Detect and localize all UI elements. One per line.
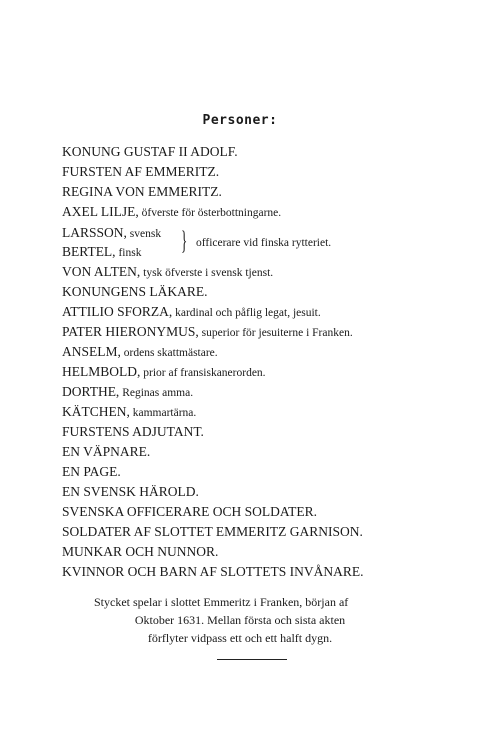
cast-name: AXEL LILJE,: [62, 204, 139, 219]
cast-description: superior för jesuiterne i Franken.: [198, 327, 353, 339]
cast-name: EN PAGE.: [62, 464, 121, 479]
cast-name: ATTILIO SFORZA,: [62, 304, 173, 319]
cast-name: FURSTENS ADJUTANT.: [62, 424, 204, 439]
cast-entry-bertel: [62, 243, 141, 262]
cast-name: LARSSON,: [62, 225, 127, 240]
cast-name: REGINA VON EMMERITZ.: [62, 184, 222, 199]
cast-entry-larsson: [62, 224, 161, 243]
cast-description: finsk: [115, 247, 142, 259]
cast-entry-lakare: [62, 283, 208, 301]
cast-description: kardinal och påflig legat, jesuit.: [172, 307, 321, 319]
cast-entry-helmbold: [62, 363, 266, 382]
cast-entry-page: [62, 463, 121, 481]
cast-entry-katchen: [62, 403, 196, 422]
cast-description: svensk: [126, 228, 162, 240]
cast-name: KONUNGENS LÄKARE.: [62, 284, 208, 299]
cast-description: öfverste för österbottningarne.: [138, 207, 282, 219]
divider-rule: [217, 659, 287, 660]
cast-description: tysk öfverste i svensk tjenst.: [140, 267, 274, 279]
cast-name: DORTHE,: [62, 384, 120, 399]
cast-name: BERTEL,: [62, 244, 116, 259]
cast-entry-lilje: [62, 203, 281, 222]
cast-name: SOLDATER AF SLOTTET EMMERITZ GARNISON.: [62, 524, 363, 539]
cast-entry-vapnare: [62, 443, 150, 461]
cast-name: EN VÄPNARE.: [62, 444, 151, 459]
cast-entry-kvinnor: [62, 563, 364, 581]
cast-name: ANSELM,: [62, 344, 121, 359]
cast-name: KONUNG GUSTAF II ADOLF.: [62, 144, 238, 159]
cast-description: prior af fransiskanerorden.: [140, 367, 266, 379]
cast-entry-harold: [62, 483, 199, 501]
cast-entry-anselm: [62, 343, 218, 362]
cast-description: Reginas amma.: [119, 387, 194, 399]
cast-name: SVENSKA OFFICERARE OCH SOLDATER.: [62, 504, 318, 519]
cast-name: KVINNOR OCH BARN AF SLOTTETS INVÅNARE.: [62, 564, 364, 579]
shared-description: officerare vid finska rytteriet.: [196, 237, 332, 249]
cast-description: kammartärna.: [129, 407, 197, 419]
setting-note-line-2: Oktober 1631. Mellan första och sista akten: [134, 613, 346, 627]
cast-entry-sforza: [62, 303, 321, 322]
cast-name: VON ALTEN,: [62, 264, 141, 279]
cast-group-larsson-bertel: [62, 224, 382, 260]
cast-entry-officerare: [62, 503, 317, 521]
cast-entry-dorthe: [62, 383, 193, 402]
curly-brace-icon: }: [181, 226, 188, 255]
cast-name: EN SVENSK HÄROLD.: [62, 484, 199, 499]
cast-entry-regina: [62, 183, 222, 201]
cast-name: HELMBOLD,: [62, 364, 141, 379]
setting-note-line-3: förflyter vidpass ett och ett halft dygn.: [147, 631, 333, 645]
cast-name: KÄTCHEN,: [62, 404, 130, 419]
setting-note-line-1: Stycket spelar i slottet Emmeritz i Franken, början af: [94, 595, 349, 609]
cast-entry-hieronymus: [62, 323, 353, 342]
cast-name: PATER HIERONYMUS,: [62, 324, 199, 339]
cast-entry-adjutant: [62, 423, 204, 441]
cast-entry-munkar: [62, 543, 218, 561]
cast-entry-von-alten: [62, 263, 273, 282]
cast-entry-fursten: [62, 163, 219, 181]
cast-description: ordens skattmästare.: [120, 347, 218, 359]
cast-entry-gustaf: [62, 143, 238, 161]
cast-entry-soldater: [62, 523, 363, 541]
cast-name: FURSTEN AF EMMERITZ.: [62, 164, 220, 179]
cast-name: MUNKAR OCH NUNNOR.: [62, 544, 219, 559]
cast-heading: Personer:: [202, 113, 278, 128]
